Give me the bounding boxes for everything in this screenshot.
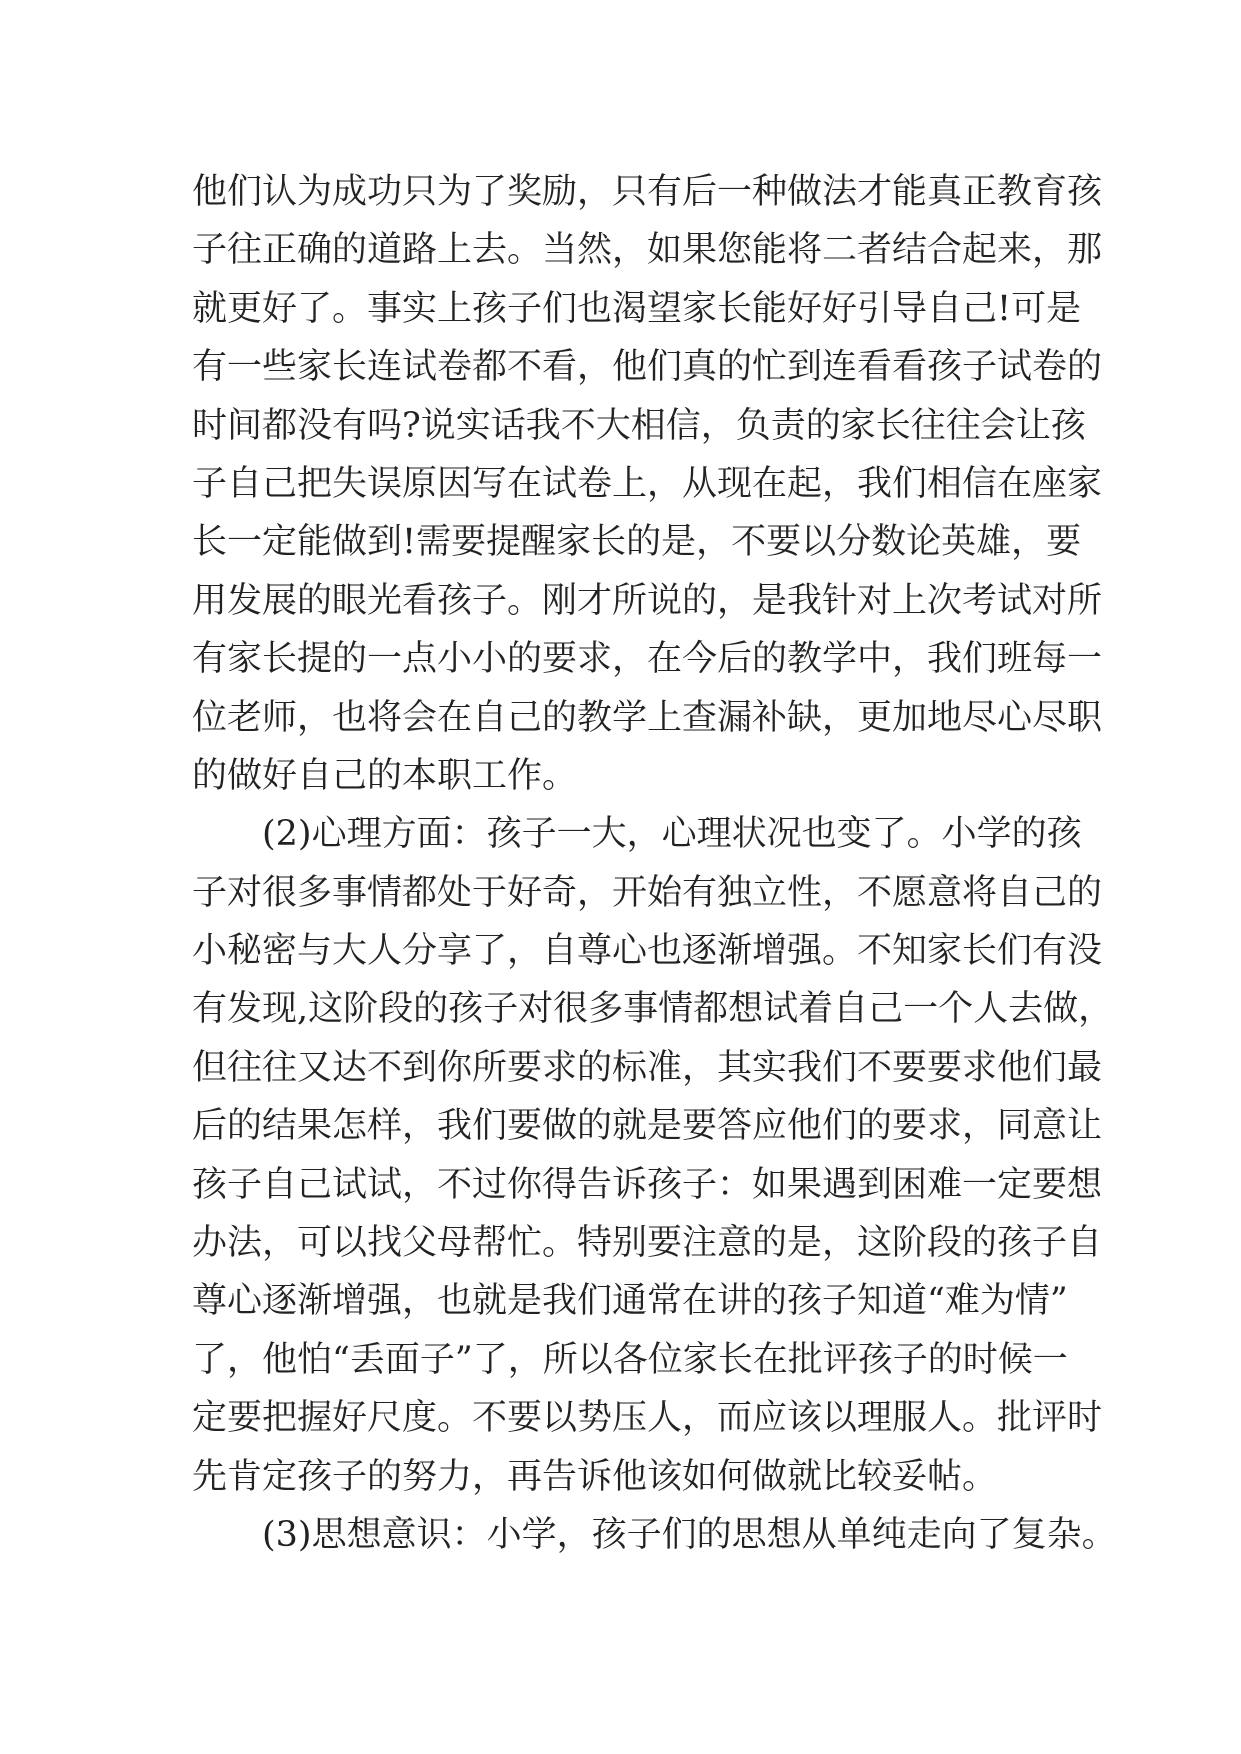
text-line: 的做好自己的本职工作。 <box>192 755 578 796</box>
paragraph-3 <box>192 1506 1117 1564</box>
text-line: 子自己把失误原因写在试卷上，从现在起，我们相信在座家 <box>192 463 1103 504</box>
text-line: 子对很多事情都处于好奇，开始有独立性，不愿意将自己的 <box>192 872 1103 913</box>
text-line: 他们认为成功只为了奖励，只有后一种做法才能真正教育孩 <box>192 172 1103 212</box>
text-line: 了，他怕“丢面子”了，所以各位家长在批评孩子的时候一 <box>192 1339 1068 1380</box>
text-line: 有家长提的一点小小的要求，在今后的教学中，我们班每一 <box>192 639 1103 680</box>
text-line: 长一定能做到!需要提醒家长的是，不要以分数论英雄，要 <box>192 522 1082 563</box>
text-line: 先肯定孩子的努力，再告诉他该如何做就比较妥帖。 <box>192 1456 998 1497</box>
text-line: 尊心逐渐增强，也就是我们通常在讲的孩子知道“难为情” <box>192 1281 1068 1322</box>
text-line: 小秘密与大人分享了，自尊心也逐渐增强。不知家长们有没 <box>192 931 1103 972</box>
text-line: 但往往又达不到你所要求的标准，其实我们不要要求他们最 <box>192 1047 1103 1088</box>
text-line: 时间都没有吗?说实话我不大相信，负责的家长往往会让孩 <box>192 405 1086 446</box>
text-line: (3)思想意识：小学，孩子们的思想从单纯走向了复杂。 <box>262 1514 1117 1555</box>
text-line: 孩子自己试试，不过你得告诉孩子：如果遇到困难一定要想 <box>192 1164 1103 1205</box>
text-line: 子往正确的道路上去。当然，如果您能将二者结合起来，那 <box>192 230 1103 271</box>
text-line: 就更好了。事实上孩子们也渴望家长能好好引导自己!可是 <box>192 288 1082 329</box>
text-line: 后的结果怎样，我们要做的就是要答应他们的要求，同意让 <box>192 1106 1103 1147</box>
paragraph-2 <box>192 805 1114 1506</box>
text-line: 定要把握好尺度。不要以势压人，而应该以理服人。批评时 <box>192 1398 1103 1439</box>
text-line: 用发展的眼光看孩子。刚才所说的，是我针对上次考试对所 <box>192 580 1103 621</box>
text-line: 办法，可以找父母帮忙。特别要注意的是，这阶段的孩子自 <box>192 1223 1103 1264</box>
document-body <box>192 163 1117 1564</box>
text-line: 有发现,这阶段的孩子对很多事情都想试着自己一个人去做， <box>192 989 1114 1030</box>
paragraph-1 <box>192 163 1103 805</box>
text-line: 位老师，也将会在自己的教学上查漏补缺，更加地尽心尽职 <box>192 697 1103 738</box>
text-line: 有一些家长连试卷都不看，他们真的忙到连看看孩子试卷的 <box>192 347 1103 388</box>
text-line: (2)心理方面：孩子一大，心理状况也变了。小学的孩 <box>262 814 1082 855</box>
